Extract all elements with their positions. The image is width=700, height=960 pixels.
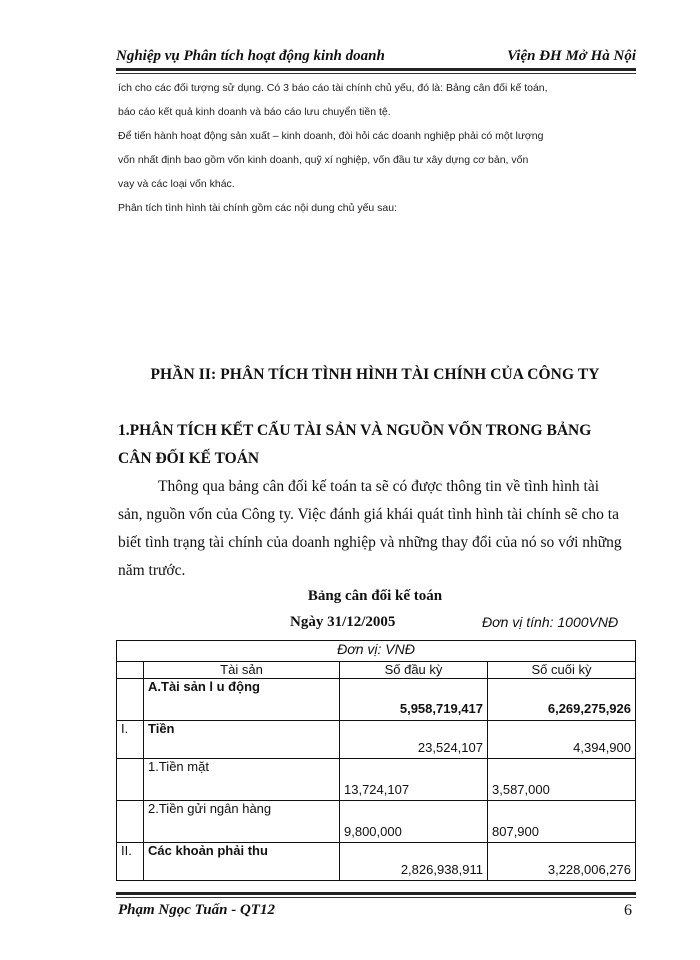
row-end-value: 6,269,275,926 [547, 701, 631, 716]
table-row [117, 759, 636, 801]
balance-sheet-table [116, 640, 636, 881]
row-start-value: 5,958,719,417 [399, 701, 483, 716]
table-row [117, 801, 636, 843]
table-unit-note: Đơn vị tính: 1000VNĐ [482, 614, 619, 630]
intro-line: báo cáo kết quả kinh doanh và báo cáo lưu chuyển tiền tệ. [118, 106, 391, 118]
table-row [117, 721, 636, 759]
table-date: Ngày 31/12/2005 [290, 614, 396, 630]
table-caption: Bảng cân đối kế toán [307, 588, 443, 604]
row-end [488, 679, 636, 721]
row-start-value: 9,800,000 [344, 824, 402, 839]
page-number: 6 [624, 902, 632, 919]
intro-line: ích cho các đối tượng sử dụng. Có 3 báo cáo tài chính chủ yếu, đó là: Bảng cân đối kế toán, [118, 82, 548, 94]
row-label-text: 2.Tiền gửi ngân hàng [148, 801, 272, 816]
footer-rule-thin [116, 897, 636, 898]
section-title: CÂN ĐỐI KẾ TOÁN [118, 450, 260, 467]
row-start-value: 23,524,107 [417, 740, 483, 755]
intro-line: vay và các loại vốn khác. [118, 178, 235, 190]
row-label [144, 721, 340, 759]
unit-cell: Đơn vị: VNĐ [117, 641, 636, 662]
paragraph-line: năm trước. [118, 562, 186, 579]
row-start [340, 679, 488, 721]
paragraph-line: sản, nguồn vốn của Công ty. Việc đánh giá khái quát tình hình tài chính sẽ cho ta [118, 506, 619, 523]
row-label-text: Các khoản phải thu [148, 843, 268, 858]
footer-author: Phạm Ngọc Tuấn - QT12 [118, 902, 275, 918]
row-label [144, 801, 340, 843]
intro-line: Phân tích tình hình tài chính gồm các nội dung chủ yếu sau: [118, 202, 398, 214]
section-title: 1.PHÂN TÍCH KẾT CẤU TÀI SẢN VÀ NGUỒN VỐN TRONG BẢNG [118, 422, 592, 439]
row-start [340, 843, 488, 881]
row-end-value: 4,394,900 [573, 740, 631, 755]
page-footer [118, 902, 632, 920]
row-index: I. [117, 721, 144, 759]
row-index [117, 801, 144, 843]
row-end [488, 801, 636, 843]
table-header-row [117, 662, 636, 679]
header-start: Số đầu kỳ [340, 662, 488, 679]
row-start [340, 721, 488, 759]
row-end-value: 807,900 [492, 824, 539, 839]
intro-line: Để tiến hành hoạt động sản xuất – kinh doanh, đòi hỏi các doanh nghiệp phải có một lượng [118, 130, 544, 142]
header-rule-thick [116, 68, 636, 71]
header-title-left: Nghiệp vụ Phân tích hoạt động kinh doanh [116, 48, 385, 64]
header-end: Số cuối kỳ [488, 662, 636, 679]
row-label-text: A.Tài sản l u động [148, 679, 260, 694]
row-index [117, 679, 144, 721]
row-start-value: 2,826,938,911 [400, 862, 483, 877]
row-label [144, 843, 340, 881]
intro-line: vốn nhất định bao gồm vốn kinh doanh, quỹ xí nghiệp, vốn đầu tư xây dựng cơ bản, vốn [118, 154, 529, 166]
header-asset: Tài sản [144, 662, 340, 679]
row-index [117, 759, 144, 801]
row-start-value: 13,724,107 [344, 782, 410, 797]
table-unit-row [117, 641, 636, 662]
row-end [488, 721, 636, 759]
header-index-cell [117, 662, 144, 679]
header-rule-thin [116, 73, 636, 74]
row-label [144, 759, 340, 801]
row-label-text: 1.Tiền mặt [148, 759, 209, 774]
row-label [144, 679, 340, 721]
row-end [488, 843, 636, 881]
row-end [488, 759, 636, 801]
row-start [340, 759, 488, 801]
row-end-value: 3,587,000 [492, 782, 550, 797]
table-row [117, 843, 636, 881]
row-end-value: 3,228,006,276 [547, 862, 631, 877]
row-label-text: Tiền [148, 721, 175, 736]
footer-rule-thick [116, 892, 636, 895]
table-row [117, 679, 636, 721]
page-header [116, 48, 636, 65]
paragraph-line: Thông qua bảng cân đối kế toán ta sẽ có được thông tin về tình hình tài [158, 478, 600, 495]
header-title-right: Viện ĐH Mở Hà Nội [507, 48, 636, 64]
paragraph-line: biết tình trạng tài chính của doanh nghiệp và những thay đổi của nó so với những [118, 534, 622, 551]
row-start [340, 801, 488, 843]
part-title: PHẦN II: PHÂN TÍCH TÌNH HÌNH TÀI CHÍNH CỦA CÔNG TY [150, 366, 600, 383]
row-index: II. [117, 843, 144, 881]
